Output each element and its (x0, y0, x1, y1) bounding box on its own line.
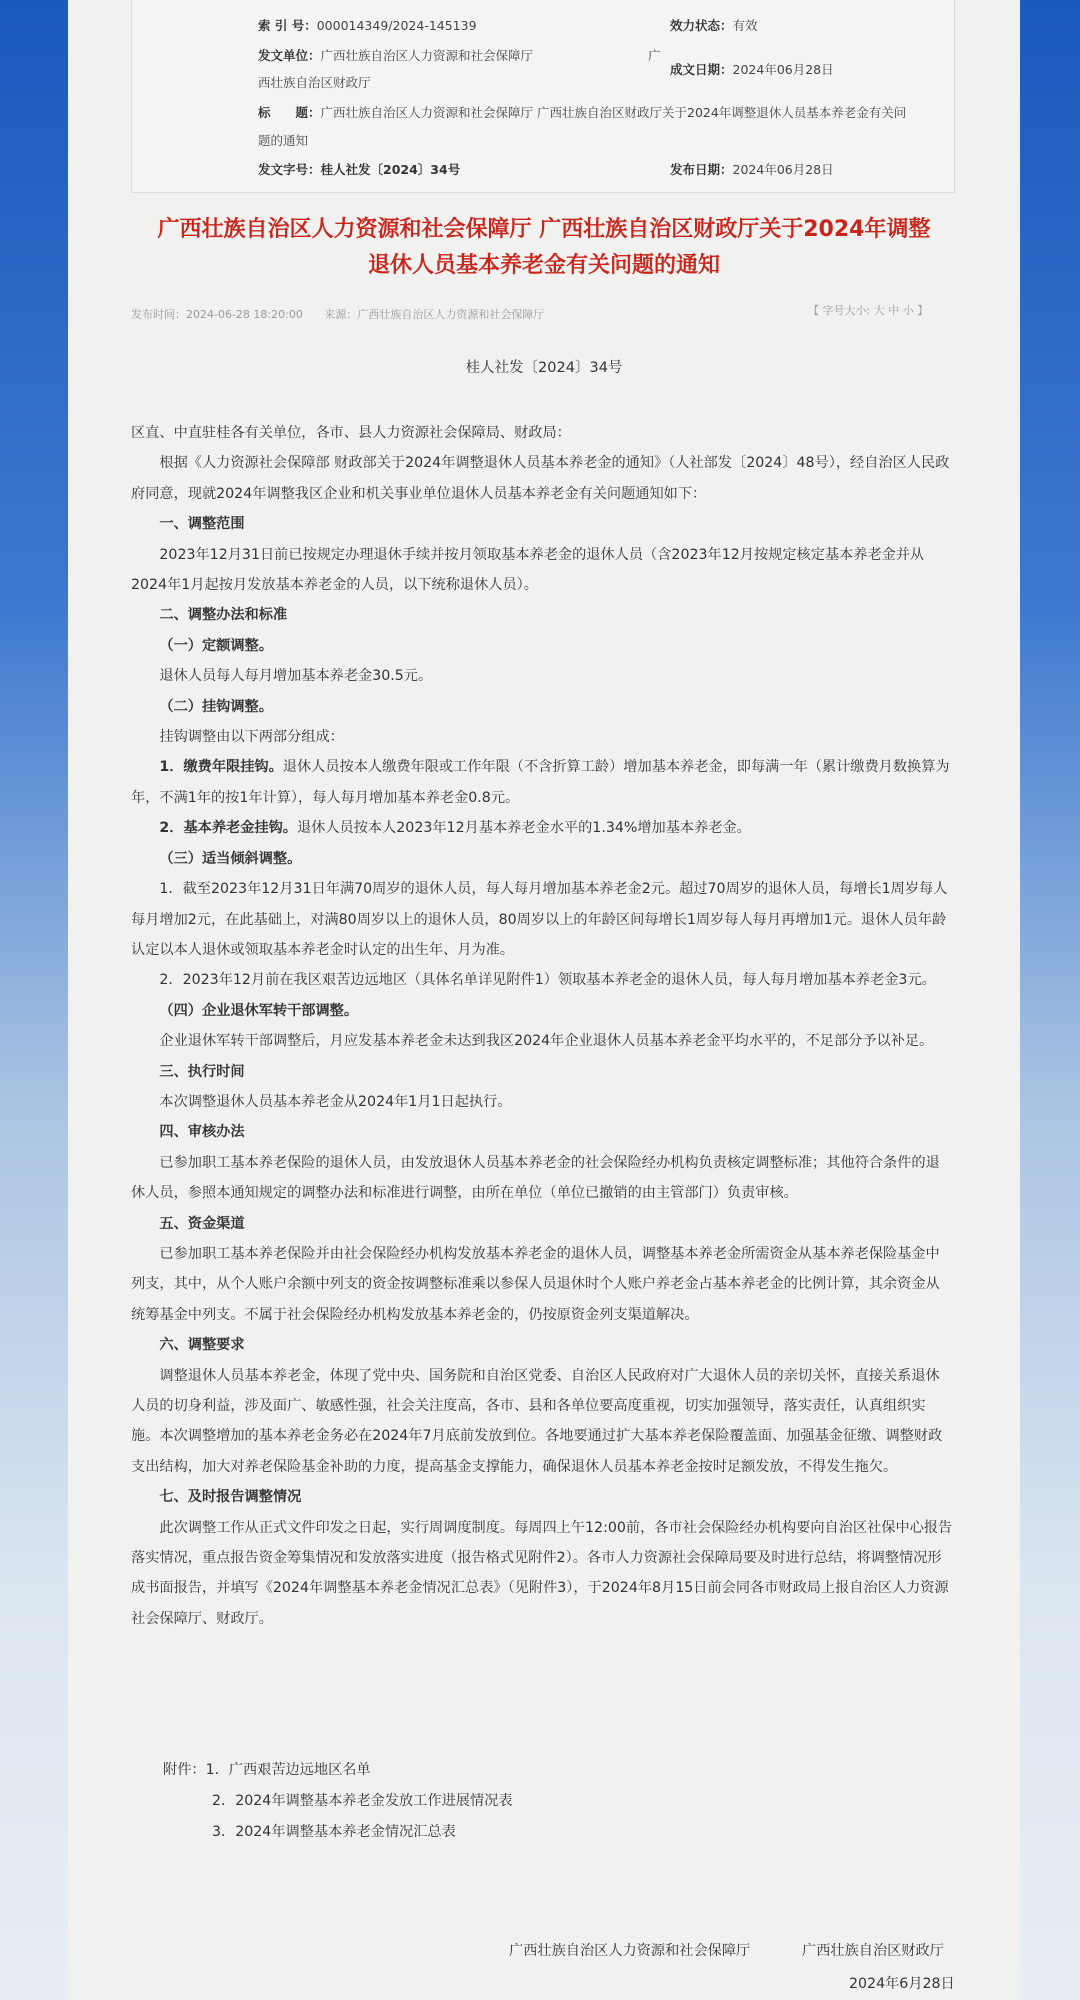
section-heading: 七、及时报告调整情况 (159, 1489, 302, 1506)
section-heading: 五、资金渠道 (159, 1215, 245, 1232)
status-label: 效力状态： (670, 18, 733, 33)
section-heading: 一、调整范围 (159, 516, 245, 533)
docno-label: 发文字号： (258, 162, 321, 177)
section-heading: 四、审核办法 (159, 1124, 245, 1141)
published-value: 2024年06月28日 (732, 162, 834, 177)
paragraph: 根据《人力资源社会保障部 财政部关于2024年调整退休人员基本养老金的通知》（人社部发〔2024〕48号），经自治区人民政府同意，现就2024年调整我区企业和机关事业单位退休人员基本养老金有关问题通知如下： (131, 455, 950, 502)
paragraph: 2023年12月31日前已按规定办理退休手续并按月领取基本养老金的退休人员（含2023年12月按规定核定基本养老金并从2024年1月起按月发放基本养老金的人员，以下统称退休人员）。 (131, 546, 925, 594)
document-metadata-table (131, 0, 955, 193)
item-text: 退休人员按本人缴费年限或工作年限（不含折算工龄）增加基本养老金，即每满一年（累计缴费月数换算为年，不满1年的按1年计算），每人每月增加基本养老金0.8元。 (131, 759, 950, 806)
section-heading: 二、调整办法和标准 (159, 607, 288, 624)
subsection-heading: （二）挂钩调整。 (159, 698, 273, 715)
document-number: 桂人社发〔2024〕34号 (465, 360, 623, 376)
paragraph: 此次调整工作从正式文件印发之日起，实行周调度制度。每周四上午12:00前，各市社会保险经办机构要向自治区社保中心报告落实情况，重点报告资金筹集情况和发放落实进度（报告格式见附件2）。各市人力资源社会保障局要及时进行总结，将调整情况形成书面报告，并填写《2024年调整基本养老金情况汇总表》（见附件3），于2024年8月15日前会同各市财政局上报自治区人力资源社会保障厅、财政厅。 (131, 1519, 953, 1627)
paragraph (131, 813, 953, 843)
issuer-value-line2: 西壮族自治区财政厅 (258, 75, 371, 90)
created-value: 2024年06月28日 (732, 62, 834, 77)
paragraph: 本次调整退休人员基本养老金从2024年1月1日起执行。 (159, 1093, 512, 1110)
paragraph: 2．2023年12月前在我区艰苦边远地区（具体名单详见附件1）领取基本养老金的退休人员，每人每月增加基本养老金3元。 (159, 972, 936, 989)
published-label: 发布日期： (670, 162, 733, 177)
title-value-line2: 题的通知 (258, 133, 309, 148)
paragraph: 挂钩调整由以下两部分组成： (159, 729, 344, 746)
title-line-2: 退休人员基本养老金有关问题的通知 (367, 253, 720, 278)
section-heading: 三、执行时间 (159, 1063, 245, 1080)
item-text: 退休人员按本人2023年12月基本养老金水平的1.34%增加基本养老金。 (296, 820, 751, 837)
publish-time: 发布时间：2024-06-28 18:20:00 (131, 308, 303, 321)
signature-org-finance: 广西壮族自治区财政厅 (802, 1943, 944, 1959)
title-label: 标 题： (258, 105, 321, 120)
issuer-value: 广西壮族自治区人力资源和社会保障厅 (320, 48, 534, 63)
subsection-heading: （一）定额调整。 (159, 637, 273, 654)
index-value: 000014349/2024-145139 (316, 18, 477, 33)
title-value: 广西壮族自治区人力资源和社会保障厅 广西壮族自治区财政厅关于2024年调整退休人员基本养老金有关问 (320, 105, 907, 120)
section-heading: 六、调整要求 (159, 1337, 245, 1354)
attachments-list (163, 1755, 513, 1848)
paragraph: 企业退休军转干部调整后，月应发基本养老金未达到我区2024年企业退休人员基本养老金平均水平的，不足部分予以补足。 (159, 1033, 934, 1050)
publish-info (131, 306, 544, 322)
document-page (68, 0, 1020, 2000)
issuer-value-extra: 广 (648, 48, 661, 63)
source: 来源：广西壮族自治区人力资源和社会保障厅 (324, 308, 545, 321)
paragraph: 1．截至2023年12月31日年满70周岁的退休人员，每人每月增加基本养老金2元。超过70周岁的退休人员，每增长1周岁每人每月增加2元，在此基础上，对满80周岁以上的退休人员，80周岁以上的年龄区间每增长1周岁每人每月再增加1元。退休人员年龄认定以本人退休或领取基本养老金时认定的出生年、月为准。 (131, 881, 948, 958)
subsection-heading: （四）企业退休军转干部调整。 (159, 1002, 359, 1019)
paragraph: 已参加职工基本养老保险的退休人员，由发放退休人员基本养老金的社会保险经办机构负责核定调整标准；其他符合条件的退休人员，参照本通知规定的调整办法和标准进行调整，由所在单位（单位已撤销的由主管部门）负责审核。 (131, 1154, 940, 1202)
document-body (131, 418, 953, 1634)
status-value: 有效 (732, 18, 758, 33)
background-left (0, 0, 68, 2000)
page-title (108, 212, 980, 284)
docno-value: 桂人社发〔2024〕34号 (320, 162, 461, 177)
title-line-1: 广西壮族自治区人力资源和社会保障厅 广西壮族自治区财政厅关于2024年调整 (157, 217, 931, 242)
item-heading: 1．缴费年限挂钩。 (159, 759, 283, 776)
created-label: 成文日期： (670, 62, 733, 77)
issuer-label: 发文单位： (258, 48, 321, 63)
paragraph: 已参加职工基本养老保险并由社会保险经办机构发放基本养老金的退休人员，调整基本养老金所需资金从基本养老保险基金中列支，其中，从个人账户余额中列支的资金按调整标准乘以参保人员退休时个人账户养老金占基本养老金的比例计算，其余资金从统筹基金中列支。不属于社会保险经办机构发放基本养老金的，仍按原资金列支渠道解决。 (131, 1245, 940, 1323)
subsection-heading: （三）适当倾斜调整。 (159, 850, 302, 867)
font-size-selector[interactable]: 【 字号大小: 大 中 小 】 (808, 304, 929, 317)
background-right (1012, 0, 1080, 2000)
paragraph: 退休人员每人每月增加基本养老金30.5元。 (159, 668, 433, 685)
paragraph (131, 752, 953, 813)
attachment-item[interactable]: 2．2024年调整基本养老金发放工作进展情况表 (212, 1793, 513, 1809)
attachment-item[interactable]: 附件：1．广西艰苦边远地区名单 (163, 1762, 371, 1778)
signature-org-hrss: 广西壮族自治区人力资源和社会保障厅 (509, 1943, 751, 1959)
index-label: 索 引 号： (258, 18, 317, 33)
item-heading: 2．基本养老金挂钩。 (159, 820, 297, 837)
attachment-item[interactable]: 3．2024年调整基本养老金情况汇总表 (212, 1824, 456, 1840)
salutation: 区直、中直驻桂各有关单位，各市、县人力资源社会保障局、财政局： (131, 425, 571, 441)
signature-date: 2024年6月28日 (849, 1976, 955, 1992)
paragraph: 调整退休人员基本养老金，体现了党中央、国务院和自治区党委、自治区人民政府对广大退休人员的亲切关怀，直接关系退休人员的切身利益，涉及面广、敏感性强，社会关注度高，各市、县和各单位要高度重视，切实加强领导，落实责任，认真组织实施。本次调整增加的基本养老金务必在2024年7月底前发放到位。各地要通过扩大基本养老保险覆盖面、加强基金征缴、调整财政支出结构，加大对养老保险基金补助的力度，提高基金支撑能力，确保退休人员基本养老金按时足额发放，不得发生拖欠。 (131, 1367, 943, 1475)
